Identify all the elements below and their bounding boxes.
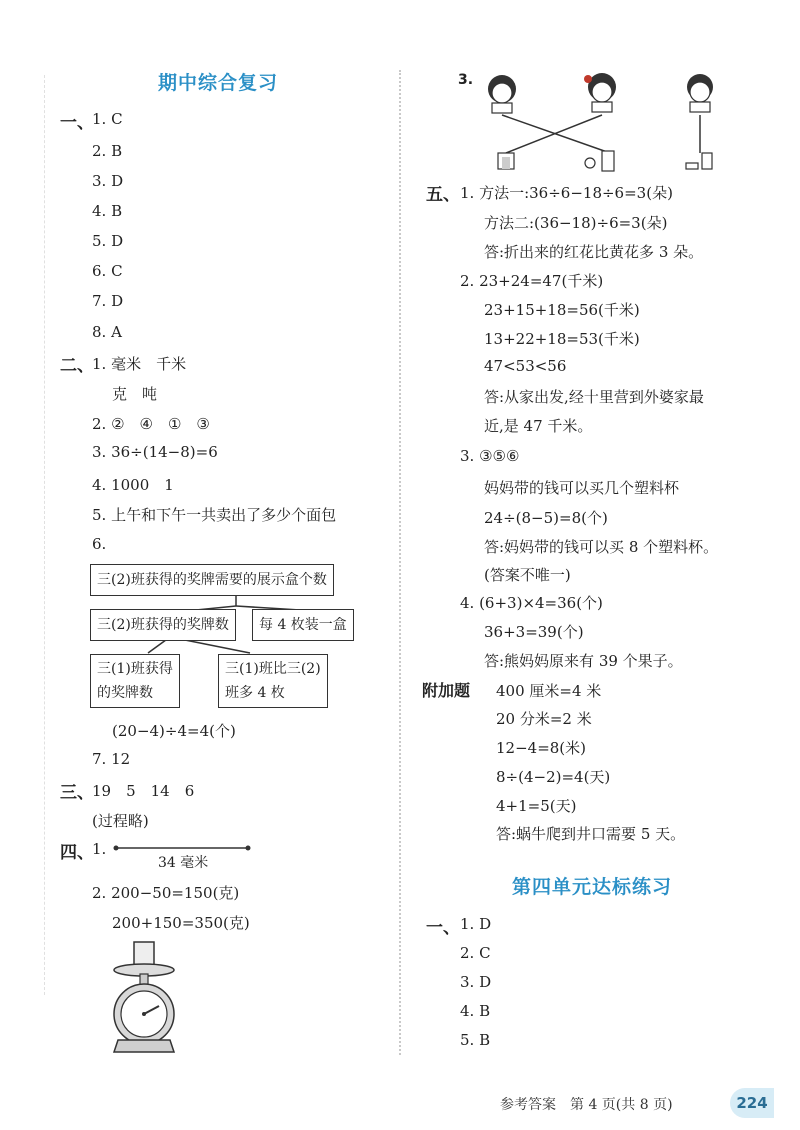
page-title: 期中综合复习 [158, 72, 279, 94]
answer-line: 8÷(4−2)=4(天) [496, 768, 611, 786]
answer-item: 5. B [460, 1031, 491, 1049]
answer-line: 1. 方法一:36÷6−18÷6=3(朵) [460, 184, 673, 202]
answer-item: 2. B [92, 142, 123, 160]
answer-line: 4. 1000 1 [92, 476, 174, 494]
answer-item: 4. B [460, 1002, 491, 1020]
answer-line: 36+3=39(个) [484, 623, 584, 641]
answer-line: 2. 200−50=150(克) [92, 884, 240, 902]
answer-line: 4. (6+3)×4=36(个) [460, 594, 603, 612]
bonus-label: 附加题 [422, 681, 471, 700]
answer-line: 3. 36÷(14−8)=6 [92, 443, 218, 461]
section-1-label: 一、 [60, 113, 94, 133]
answer-line: 方法二:(36−18)÷6=3(朵) [484, 214, 668, 232]
answer-line: 答:熊妈妈原来有 39 个果子。 [484, 652, 683, 670]
answer-line: 47<53<56 [484, 357, 567, 375]
diagram-box-mid-right: 每 4 枚装一盒 [252, 609, 354, 641]
answer-item: 8. A [92, 323, 122, 341]
answer-line: 23+15+18=56(千米) [484, 301, 640, 319]
section-title-unit4: 第四单元达标练习 [512, 876, 673, 898]
answer-line: 6. [92, 535, 107, 553]
answer-line: 近,是 47 千米。 [484, 417, 593, 435]
answer-item: 1. C [92, 110, 123, 128]
answer-line: 12−4=8(米) [496, 739, 587, 757]
section-2-label: 二、 [60, 356, 94, 376]
section-3-label: 三、 [60, 783, 94, 803]
answer-line: 答:蜗牛爬到井口需要 5 天。 [496, 825, 686, 843]
answer-item: 5. D [92, 232, 124, 250]
answer-line: 答:妈妈带的钱可以买 8 个塑料杯。 [484, 538, 719, 556]
answer-line: 13+22+18=53(千米) [484, 330, 640, 348]
scale-illustration [104, 940, 184, 1055]
answer-line: (过程略) [92, 812, 149, 830]
section-6-label: 一、 [426, 918, 460, 938]
answer-line: 3. ③⑤⑥ [460, 447, 520, 465]
answer-item: 4. B [92, 202, 123, 220]
answer-item: 3. D [460, 973, 492, 991]
page-number-badge: 224 [730, 1088, 774, 1118]
footer-text: 参考答案 第 4 页(共 8 页) [500, 1097, 673, 1113]
answer-item: 2. C [460, 944, 491, 962]
answer-item: 1. D [460, 915, 492, 933]
matching-illustration [470, 65, 730, 175]
box-line: 三(1)班获得 [97, 661, 173, 677]
answer-line: 妈妈带的钱可以买几个塑料杯 [484, 479, 680, 497]
section-5-label: 五、 [426, 185, 460, 205]
answer-line: 答:折出来的红花比黄花多 3 朵。 [484, 243, 704, 261]
answer-line: 400 厘米=4 米 [496, 682, 602, 700]
answer-line: 1. 毫米 千米 [92, 355, 187, 373]
answer-line: 7. 12 [92, 750, 131, 768]
question-3-label: 3. [458, 72, 474, 88]
answer-item: 7. D [92, 292, 124, 310]
ruler-label: 34 毫米 [158, 855, 209, 871]
section-4-label: 四、 [60, 843, 94, 863]
answer-line: (20−4)÷4=4(个) [112, 722, 236, 740]
answer-item: 3. D [92, 172, 124, 190]
answer-line: 答:从家出发,经十里营到外婆家最 [484, 388, 704, 406]
answer-line: 5. 上午和下午一共卖出了多少个面包 [92, 506, 337, 524]
answer-line: 2. ② ④ ① ③ [92, 415, 210, 433]
answer-line: 20 分米=2 米 [496, 710, 592, 728]
answer-line: 24÷(8−5)=8(个) [484, 509, 608, 527]
answer-line: 克 吨 [112, 385, 158, 403]
answer-line: 19 5 14 6 [92, 782, 195, 800]
answer-line: 1. [92, 840, 107, 858]
answer-line: 2. 23+24=47(千米) [460, 272, 604, 290]
answer-item: 6. C [92, 262, 123, 280]
box-line: 班多 4 枚 [225, 685, 285, 701]
answer-line: 4+1=5(天) [496, 797, 577, 815]
answer-line: 200+150=350(克) [112, 914, 250, 932]
ruler-line [0, 0, 400, 900]
answer-line: (答案不唯一) [484, 566, 571, 584]
box-line: 三(1)班比三(2) [225, 661, 321, 677]
diagram-box-mid-left: 三(2)班获得的奖牌数 [90, 609, 236, 641]
diagram-box-top: 三(2)班获得的奖牌需要的展示盒个数 [90, 564, 334, 596]
box-line: 的奖牌数 [97, 685, 153, 701]
